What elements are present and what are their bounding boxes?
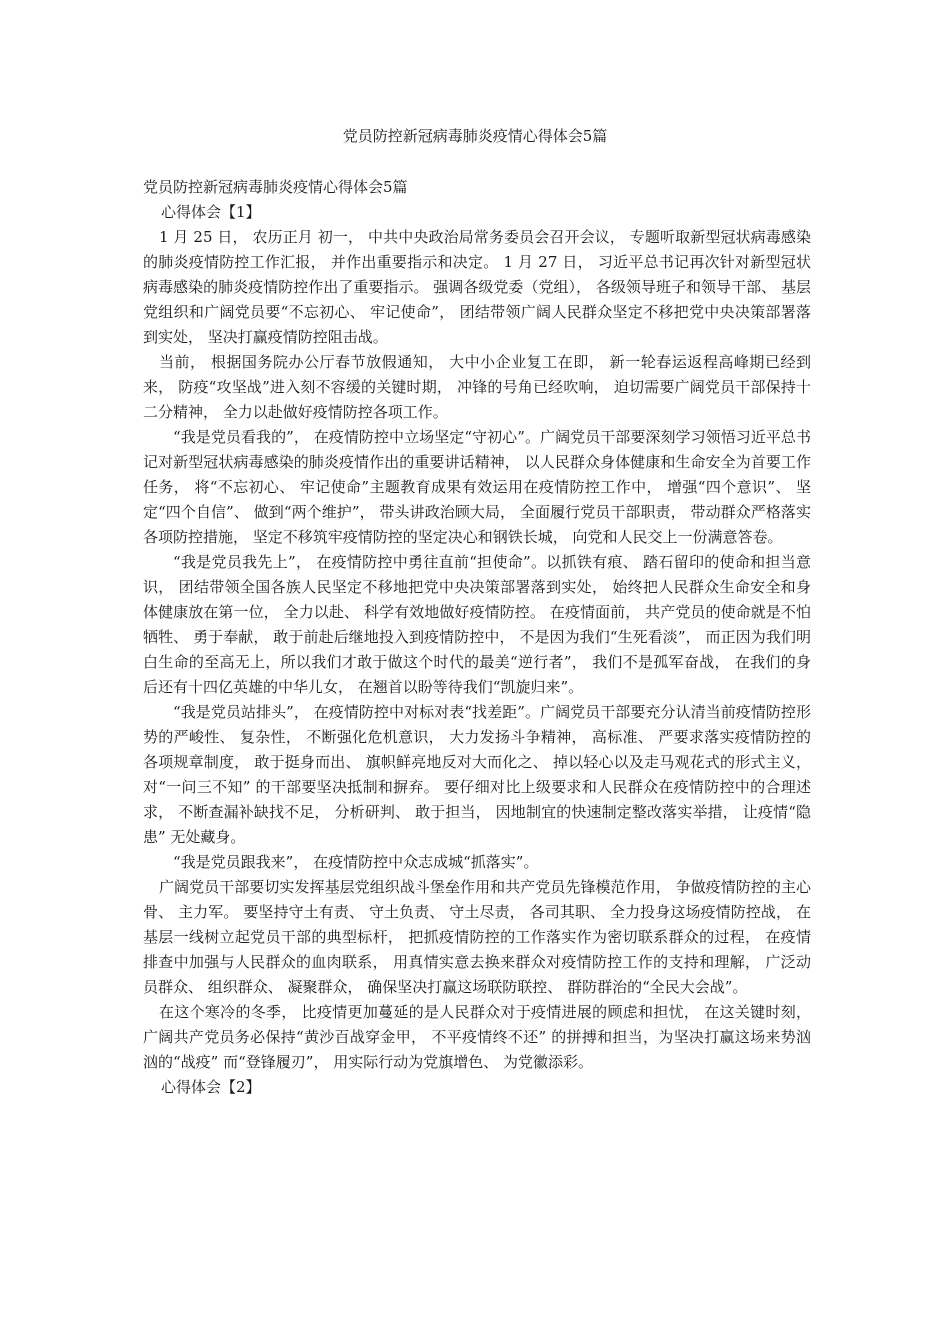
paragraph: “我是党员我先上”， 在疫情防控中勇往直前“担使命”。以抓铁有痕、 踏石留印的使命和担当意识， 团结带领全国各族人民坚定不移地把党中央决策部署落到实处， 始终把人民群众生命安全和身体健康放在第一位， 全力以赴、 科学有效地做好疫情防控。 在疫情面前， 共产党员的使命就是不怕牺牲、 勇于奉献， 敢于前赴后继地投入到疫情防控中， 不是因为我们“生死看淡”， 而正因为我们明白生命的至高无上，所以我们才敢于做这个时代的最美“逆行者”， 我们不是孤军奋战， 在我们的身后还有十四亿英雄的中华儿女， 在翘首以盼等待我们“凯旋归来”。 [143, 553, 811, 696]
paragraph: “我是党员跟我来”， 在疫情防控中众志成城“抓落实”。 [173, 853, 539, 871]
paragraph: 广阔党员干部要切实发挥基层党组织战斗堡垒作用和共产党员先锋模范作用， 争做疫情防控的主心骨、 主力军。 要坚持守土有责、 守土负责、 守土尽责， 各司其职、 全力投身这场疫情防控战， 在基层一线树立起党员干部的典型标杆， 把抓疫情防控的工作落实作为密切联系群众的过程， 在疫情排查中加强与人民群众的血肉联系， 用真情实意去换来群众对疫情防控工作的支持和理解， 广泛动员群众、 组织群众、 凝聚群众， 确保坚决打赢这场联防联控、 群防群治的“全民大会战”。 [143, 878, 811, 996]
document-body [143, 175, 811, 1100]
document-title: 党员防控新冠病毒肺炎疫情心得体会5篇 [342, 127, 608, 145]
paragraph: “我是党员站排头”， 在疫情防控中对标对表“找差距”。广阔党员干部要充分认清当前疫情防控形势的严峻性、 复杂性， 不断强化危机意识， 大力发扬斗争精神， 高标准、 严要求落实疫情防控的各项规章制度， 敢于挺身而出、 旗帜鲜亮地反对大而化之、 掉以轻心以及走马观花式的形式主义， 对“一问三不知” 的干部要坚决抵制和摒弃。 要仔细对比上级要求和人民群众在疫情防控中的合理述求， 不断查漏补缺找不足， 分析研判、 敢于担当， 因地制宜的快速制定整改落实举措， 让疫情“隐患” 无处藏身。 [143, 703, 811, 846]
paragraph: 在这个寒冷的冬季， 比疫情更加蔓延的是人民群众对于疫情进展的顾虑和担忧， 在这关键时刻， 广阔共产党员务必保持“黄沙百战穿金甲， 不平疫情终不还” 的拼搏和担当，为坚决打赢这场来势汹汹的“战疫” 而“登锋履刃”， 用实际行动为党旗增色、 为党徽添彩。 [143, 1003, 811, 1071]
paragraph: 1 月 25 日， 农历正月 初一， 中共中央政治局常务委员会召开会议， 专题听取新型冠状病毒感染的肺炎疫情防控工作汇报， 并作出重要指示和决定。 1 月 27 日， 习近平总书记再次针对新型冠状病毒感染的肺炎疫情防控作出了重要指示。 强调各级党委（党组）， 各级领导班子和领导干部、 基层党组织和广阔党员要“不忘初心、 牢记使命”， 团结带领广阔人民群众坚定不移把党中央决策部署落到实处， 坚决打赢疫情防控阻击战。 [143, 228, 811, 346]
paragraph: “我是党员看我的”， 在疫情防控中立场坚定“守初心”。广阔党员干部要深刻学习领悟习近平总书记对新型冠状病毒感染的肺炎疫情作出的重要讲话精神， 以人民群众身体健康和生命安全为首要工作任务， 将“不忘初心、 牢记使命”主题教育成果有效运用在疫情防控工作中， 增强“四个意识”、 坚定“四个自信”、 做到“两个维护”， 带头讲政治顾大局， 全面履行党员干部职责， 带动群众严格落实各项防控措施， 坚定不移筑牢疫情防控的坚定决心和钢铁长城， 向党和人民交上一份满意答卷。 [143, 428, 811, 546]
section-heading-2: 心得体会【2】 [161, 1078, 261, 1096]
paragraph: 当前， 根据国务院办公厅春节放假通知， 大中小企业复工在即， 新一轮春运返程高峰期已经到来， 防疫“攻坚战”进入刻不容缓的关键时期， 冲锋的号角已经吹响， 迫切需要广阔党员干部保持十二分精神， 全力以赴做好疫情防控各项工作。 [143, 353, 811, 421]
section-heading-1: 心得体会【1】 [161, 203, 261, 221]
document-subtitle: 党员防控新冠病毒肺炎疫情心得体会5篇 [143, 178, 408, 196]
